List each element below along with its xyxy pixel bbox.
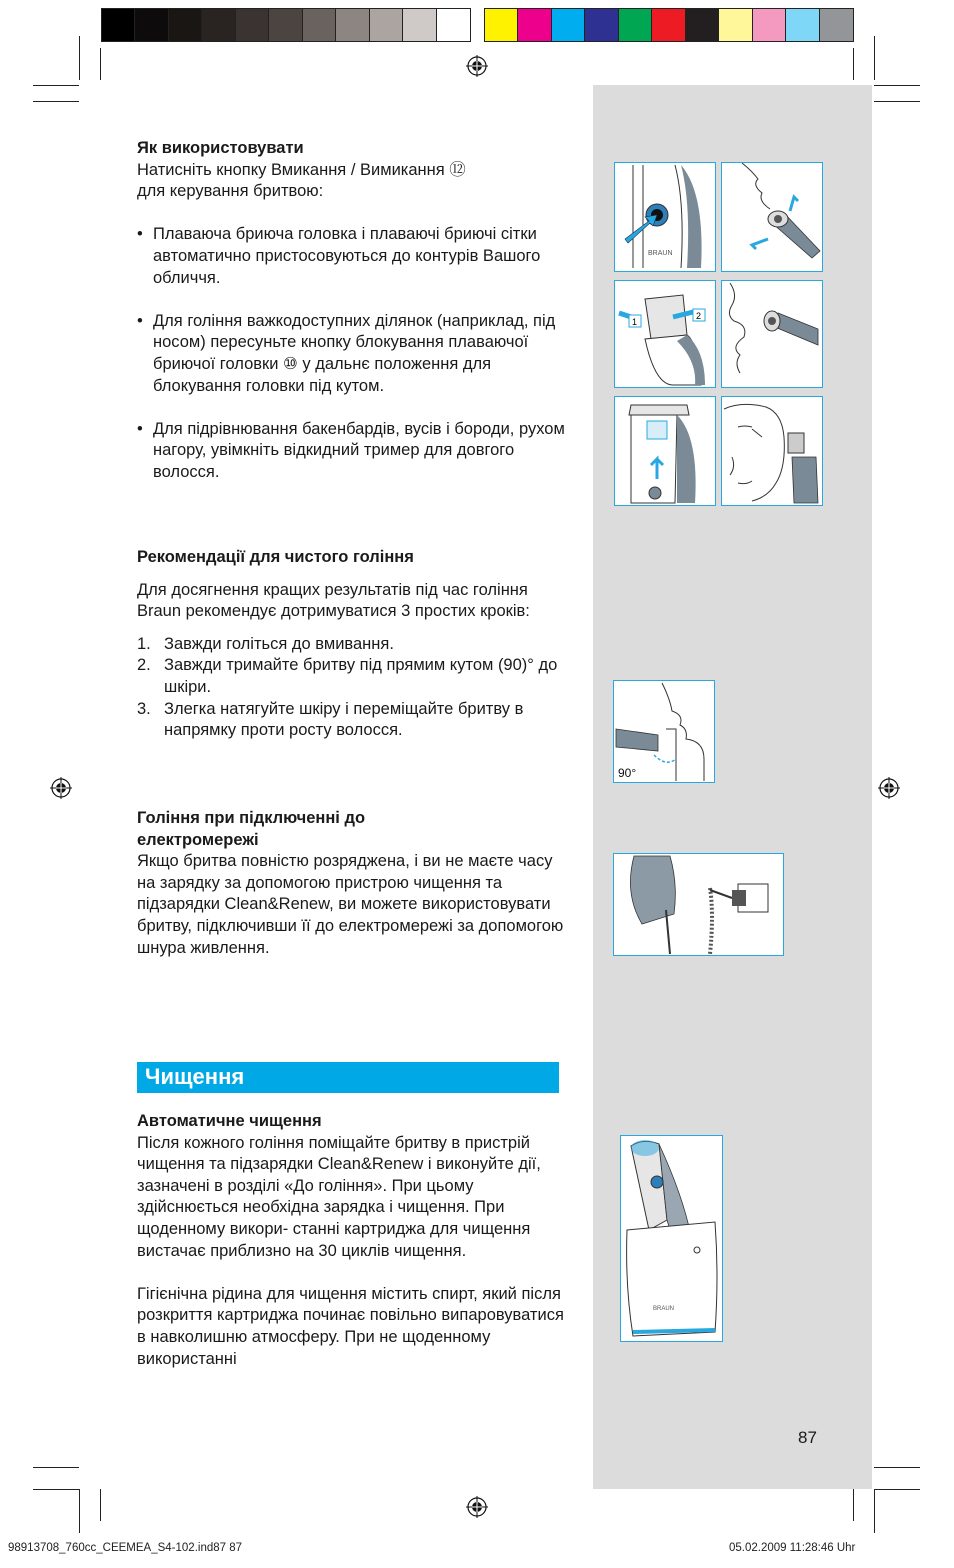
crop-mark	[33, 1489, 79, 1490]
step-number: 2.	[137, 656, 151, 675]
step-number: 1.	[137, 634, 151, 653]
footer-timestamp: 05.02.2009 11:28:46 Uhr	[729, 1542, 856, 1554]
section-title: Чищення	[145, 1064, 245, 1089]
step-text: Завжди голіться до вмивання.	[164, 634, 394, 653]
figure-clean-renew	[620, 1135, 723, 1342]
bullet-item: • Для підрівнювання бакенбардів, вусів і бороди, рухом нагору, увімкніть відкидний тример для довгого волосся.	[137, 419, 567, 484]
section-automatic-cleaning	[137, 1111, 567, 1370]
color-swatch	[552, 9, 585, 41]
crop-mark	[33, 85, 79, 86]
registration-mark-icon	[466, 1496, 488, 1518]
crop-mark	[874, 1467, 920, 1468]
crop-mark	[874, 101, 920, 102]
section-body: Після кожного гоління поміщайте бритву в пристрій чищення та підзарядки Clean&Renew і виконуйте дії, зазначені в розділі «До гоління». При цьому здійснюється необхідна зарядка і чищення. При щоденному викори- станні картриджа для чищення вистачає приблизно на 30 циклів чищення.	[137, 1133, 541, 1260]
registration-mark-icon	[50, 777, 72, 799]
section-how-to-use	[137, 138, 567, 484]
cleaning-title-bar	[137, 1062, 559, 1093]
color-swatch	[585, 9, 618, 41]
section-intro: Для досягнення кращих результатів під час гоління Braun рекомендує дотримуватися 3 простих кроків:	[137, 580, 530, 621]
crop-mark	[874, 1489, 875, 1533]
color-bar-left	[101, 8, 471, 42]
intro-line: Натисніть кнопку Вмикання / Вимикання ⑫	[137, 160, 466, 179]
color-swatch	[169, 9, 202, 41]
section-body: Гігієнічна рідина для чищення містить спирт, який після розкриття картриджа починає повільно випаровуватися в навколишню атмосферу. При не щоденному використанні	[137, 1284, 564, 1368]
step-text: Завжди тримайте бритву під прямим кутом (90)° до шкіри.	[164, 656, 558, 696]
color-swatch	[686, 9, 719, 41]
step-text: Злегка натягуйте шкіру і переміщайте бритву в напрямку проти росту волосся.	[164, 699, 524, 740]
figure-under-nose	[721, 280, 823, 388]
color-swatch	[786, 9, 819, 41]
page-number: 87	[798, 1428, 817, 1447]
intro-line: для керування бритвою:	[137, 182, 324, 201]
crop-mark	[874, 1489, 920, 1490]
color-swatch	[518, 9, 551, 41]
figure-trimmer-face	[721, 162, 823, 272]
color-swatch	[336, 9, 369, 41]
crop-mark	[33, 101, 79, 102]
step-label: 2	[696, 311, 702, 321]
crop-mark	[874, 85, 920, 86]
color-swatch	[102, 9, 135, 41]
step-label: 1	[632, 317, 638, 327]
crop-mark	[100, 1489, 101, 1521]
figure-trimmer-slide	[614, 396, 716, 506]
numbered-step	[137, 699, 564, 742]
step-number: 3.	[137, 699, 151, 718]
section-heading: Рекомендації для чистого гоління	[137, 548, 414, 566]
footer-file-info: 98913708_760cc_CEEMEA_S4-102.ind87 87	[8, 1542, 243, 1554]
crop-mark	[853, 1489, 854, 1521]
figure-power-cord	[613, 853, 784, 956]
crop-mark	[874, 36, 875, 80]
color-swatch	[485, 9, 518, 41]
figure-head-lock	[614, 280, 716, 388]
color-swatch	[820, 9, 853, 41]
color-swatch	[303, 9, 336, 41]
section-mains-shaving	[137, 808, 567, 959]
figure-sideburn	[721, 396, 823, 506]
section-heading: Як використовувати	[137, 139, 304, 157]
color-swatch	[753, 9, 786, 41]
color-swatch	[652, 9, 685, 41]
angle-label: 90°	[618, 766, 637, 780]
color-swatch	[202, 9, 235, 41]
crop-mark	[100, 48, 101, 80]
bullet-item: • Плаваюча бриюча головка і плаваючі бриючі сітки автоматично пристосовуються до контурів Вашого обличчя.	[137, 224, 567, 289]
section-body: Якщо бритва повністю розряджена, і ви не маєте часу на зарядку за допомогою пристрою чищення та підзарядки Clean&Renew, ви можете використовувати бритву, підключивши її до електромережі за допомогою шнура живлення.	[137, 852, 564, 957]
section-tips	[137, 547, 567, 742]
crop-mark	[79, 36, 80, 80]
color-swatch	[370, 9, 403, 41]
color-swatch	[719, 9, 752, 41]
registration-mark-icon	[466, 55, 488, 77]
numbered-step	[137, 655, 567, 698]
color-swatch	[403, 9, 436, 41]
color-swatch	[236, 9, 269, 41]
color-swatch	[135, 9, 168, 41]
section-heading: Автоматичне чищення	[137, 1112, 322, 1130]
bullet-item: • Для гоління важкодоступних ділянок (наприклад, під носом) пересуньте кнопку блокування плаваючої бриючої головки ⑩ у дальнє положення для блокування головки під кутом.	[137, 311, 567, 397]
color-swatch	[269, 9, 302, 41]
crop-mark	[33, 1467, 79, 1468]
registration-mark-icon	[878, 777, 900, 799]
figure-power-button	[614, 162, 716, 272]
brand-label: BRAUN	[648, 250, 673, 257]
section-heading: Гоління при підключенні до електромережі	[137, 809, 366, 849]
color-swatch	[619, 9, 652, 41]
color-bar-right	[484, 8, 854, 42]
crop-mark	[853, 48, 854, 80]
crop-mark	[79, 1489, 80, 1533]
figure-90-degree	[613, 680, 715, 783]
color-swatch	[437, 9, 470, 41]
brand-label: BRAUN	[653, 1306, 675, 1312]
numbered-step	[137, 634, 567, 656]
